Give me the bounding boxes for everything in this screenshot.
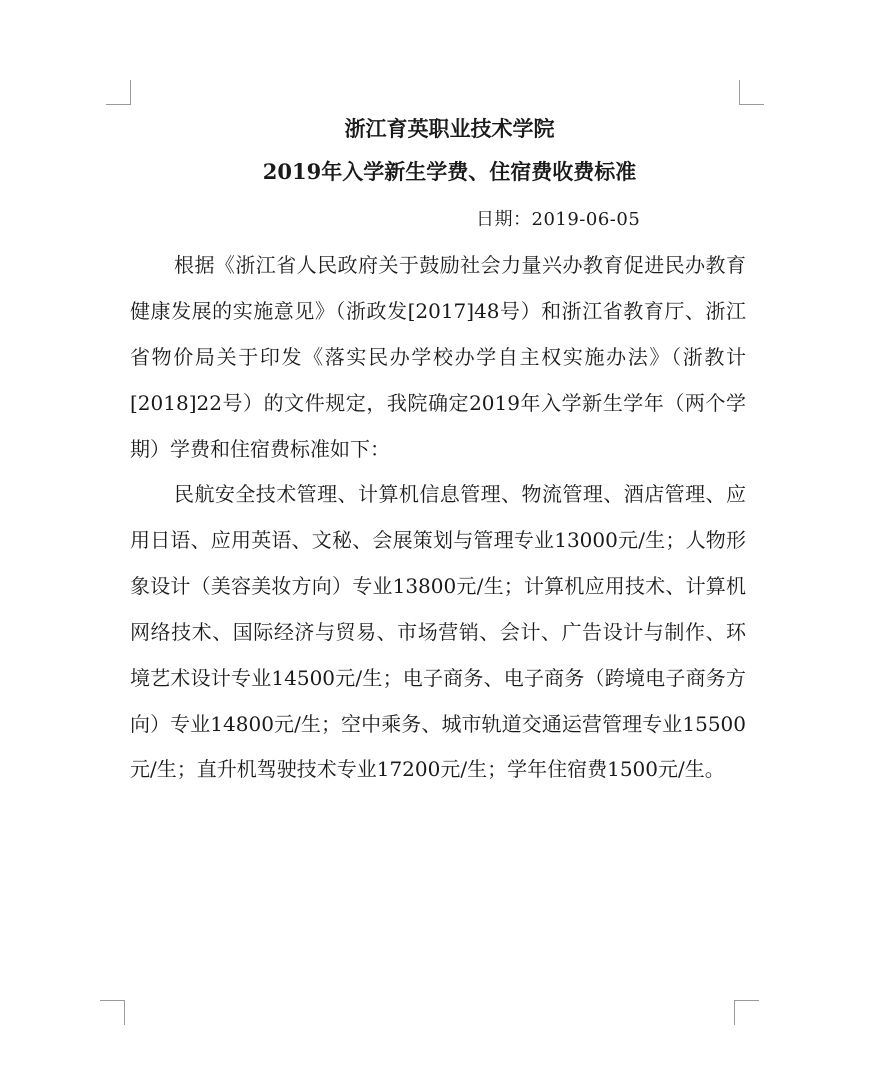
publish-date: 日期：2019-06-05 [476,209,641,230]
page-corner-mark-bottom-left [100,1000,125,1025]
page-corner-mark-bottom-right [734,1000,759,1025]
page-corner-mark-top-right [739,80,764,105]
body-paragraph: 根据《浙江省人民政府关于鼓励社会力量兴办教育促进民办教育健康发展的实施意见》（浙政发[2017]48号）和浙江省教育厅、浙江省物价局关于印发《落实民办学校办学自主权实施办法》（浙教计[2018]22号）的文件规定，我院确定2019年入学新生学年（两个学期）学费和住宿费标准如下： [130,253,746,461]
body-paragraph: 民航安全技术管理、计算机信息管理、物流管理、酒店管理、应用日语、应用英语、文秘、会展策划与管理专业13000元/生；人物形象设计（美容美妆方向）专业13800元/生；计算机应用技术、计算机网络技术、国际经济与贸易、市场营销、会计、广告设计与制作、环境艺术设计专业14500元/生；电子商务、电子商务（跨境电子商务方向）专业14800元/生；空中乘务、城市轨道交通运营管理专业15500元/生；直升机驾驶技术专业17200元/生；学年住宿费1500元/生。 [130,482,746,782]
document-title: 浙江育英职业技术学院 [344,116,555,141]
page-corner-mark-top-left [106,80,131,105]
document-subtitle: 2019年入学新生学费、住宿费收费标准 [262,159,637,184]
